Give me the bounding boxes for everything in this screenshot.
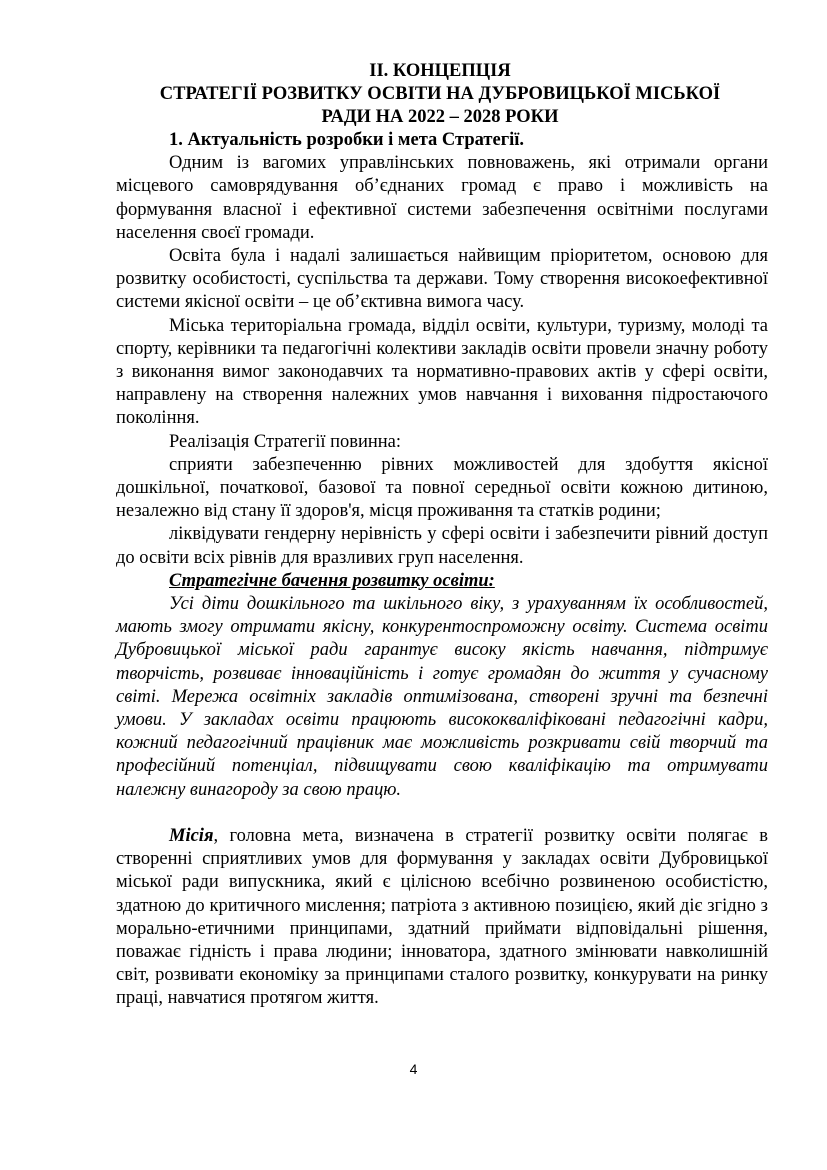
vision-title: Стратегічне бачення розвитку освіти: <box>169 570 495 591</box>
paragraph-self-government: Одним із вагомих управлінських повноважень, які отримали органи місцевого самоврядування об’єднаних громад є право і можливість на формування власної і ефективної системи забезпечення освітніми послугами населення своєї громади. <box>116 153 768 243</box>
mission-term: Місія <box>169 825 214 846</box>
mission-text: , головна мета, визначена в стратегії розвитку освіти полягає в створенні сприятливих умов для формування у закладах освіти Дубровицької міської ради випускника, який є цілісною всебічно розвиненою особистістю, здатною до критичного мислення; патріота з активною позицією, який діє згідно з морально-етичними принципами, здатний приймати відповідальні рішення, поважає гідність і права людини; інноватора, здатного змінювати навколишній світ, розвивати економіку за принципами сталого розвитку, конкурувати на ринку праці, навчатися протягом життя. <box>116 825 768 1009</box>
vision-text: Усі діти дошкільного та шкільного віку, з урахуванням їх особливостей, мають змогу отримати якісну, конкурентоспроможну освіту. Система освіти Дубровицької міської ради гарантує високу якість навчання, підтримує творчість, розвиває інноваційність і готує громадян до життя у сучасному світі. Мережа освітніх закладів оптимізована, створені зручні та безпечні умови. У закладах освіти працюють висококваліфіковані педагогічні кадри, кожний педагогічний працівник має можливість розкривати свій творчий та професійний потенціал, підвищувати свою кваліфікацію та отримувати належну винагороду за свою працю. <box>116 594 768 800</box>
paragraph-gender-equality: ліквідувати гендерну нерівність у сфері освіти і забезпечити рівний доступ до освіти всіх рівнів для вразливих груп населення. <box>116 524 768 568</box>
vision-title-line <box>116 570 768 593</box>
page-number: 4 <box>409 1061 418 1077</box>
section-heading-line-3: РАДИ НА 2022 – 2028 РОКИ <box>321 107 559 127</box>
paragraph-implementation: Реалізація Стратегії повинна: <box>169 431 402 452</box>
subsection-title: 1. Актуальність розробки і мета Стратегії. <box>169 130 525 150</box>
section-heading-line-2: СТРАТЕГІЇ РОЗВИТКУ ОСВІТИ НА ДУБРОВИЦЬКОЇ МІСЬКОЇ <box>159 84 721 104</box>
document-body <box>116 129 768 1011</box>
paragraph-priority: Освіта була і надалі залишається найвищим пріоритетом, основою для розвитку особистості, суспільства та держави. Тому створення високоефективної системи якісної освіти – це об’єктивна вимога часу. <box>116 246 768 313</box>
section-heading-line-1: ІІ. КОНЦЕПЦІЯ <box>369 61 511 81</box>
paragraph-community-work: Міська територіальна громада, відділ освіти, культури, туризму, молоді та спорту, керівники та педагогічні колективи закладів освіти провели значну роботу з виконання вимог законодавчих та нормативно-правових актів у сфері освіти, направлену на створення належних умов навчання і виховання підростаючого покоління. <box>116 315 768 429</box>
spacer <box>116 802 768 825</box>
mission-paragraph <box>116 825 768 1011</box>
paragraph-equal-opportunities: сприяти забезпеченню рівних можливостей для здобуття якісної дошкільної, початкової, базової та повної середньої освіти кожною дитиною, незалежно від стану її здоров'я, місця проживання та статків родини; <box>116 454 768 522</box>
